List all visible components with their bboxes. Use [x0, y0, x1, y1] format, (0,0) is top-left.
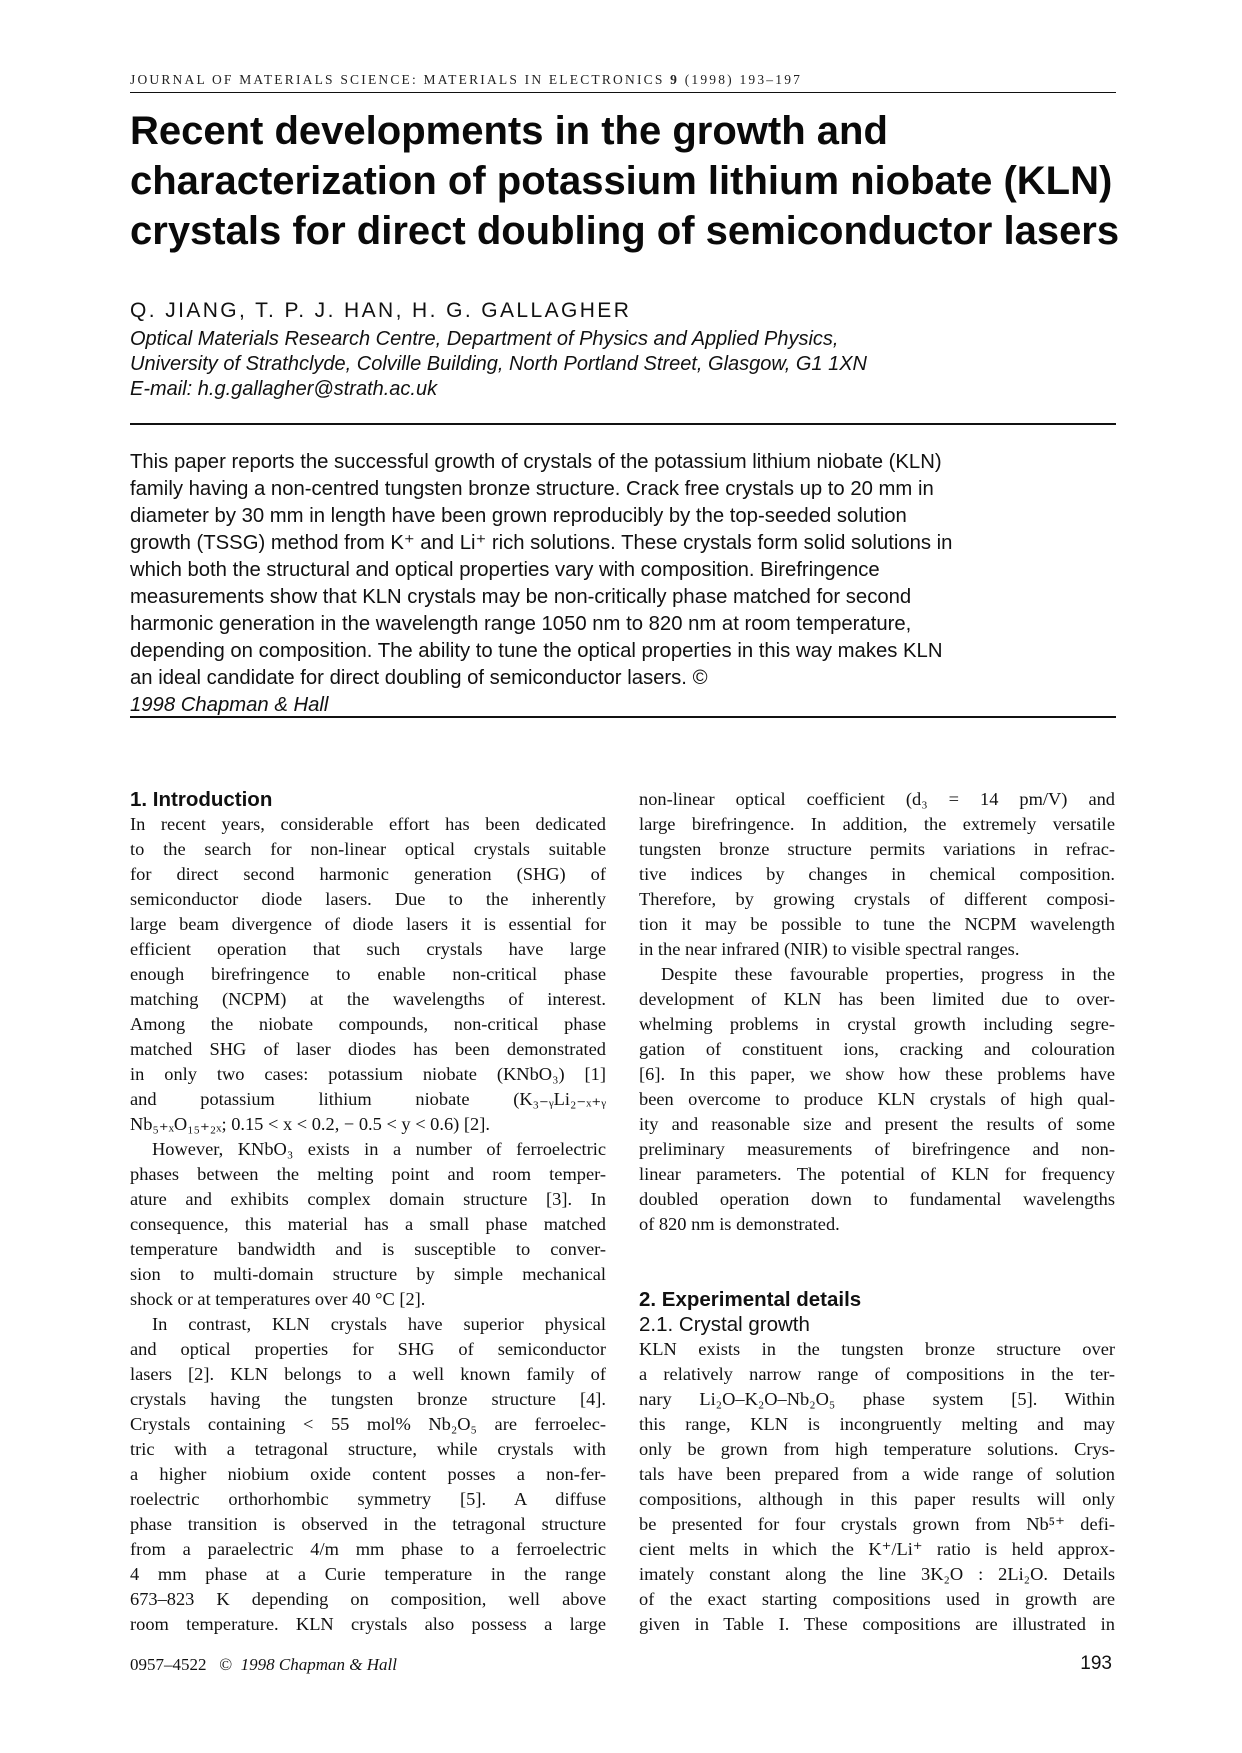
body-line: In recent years, considerable effort has been dedicated [130, 814, 606, 834]
body-line: However, KNbO₃ exists in a number of ferroelectric [152, 1139, 606, 1159]
body-line: and potassium lithium niobate (K₃₋ᵧLi₂₋ₓ₊ᵧ [130, 1089, 606, 1109]
body-line: phase transition is observed in the tetragonal structure [130, 1514, 606, 1534]
body-line: nary Li₂O–K₂O–Nb₂O₅ phase system [5]. Within [639, 1389, 1115, 1409]
body-line: roelectric orthorhombic symmetry [5]. A diffuse [130, 1489, 606, 1509]
section-gap [639, 1237, 1115, 1287]
body-line: in the near infrared (NIR) to visible spectral ranges. [639, 939, 1020, 959]
body-line: imately constant along the line 3K₂O : 2Li₂O. Details [639, 1564, 1115, 1584]
affiliation-line: Optical Materials Research Centre, Department of Physics and Applied Physics, [130, 328, 839, 350]
abstract-line [130, 665, 1120, 719]
body-line: doubled operation down to fundamental wavelengths [639, 1189, 1115, 1209]
abstract-line: harmonic generation in the wavelength range 1050 nm to 820 nm at room temperature, [130, 613, 912, 635]
body-line: Nb₅₊ₓO₁₅₊₂ₓ; 0.15 < x < 0.2, − 0.5 < y < 0.6) [2]. [130, 1114, 490, 1134]
subsection-heading: 2.1. Crystal growth [639, 1313, 810, 1336]
body-line: Therefore, by growing crystals of different composi- [639, 889, 1115, 909]
body-line: for direct second harmonic generation (SHG) of [130, 864, 606, 884]
body-line: compositions, although in this paper results will only [639, 1489, 1115, 1509]
journal-year-pages: (1998) 193–197 [684, 72, 803, 87]
journal-volume: 9 [670, 72, 680, 87]
body-line: and optical properties for SHG of semiconductor [130, 1339, 606, 1359]
abstract-bottom-rule [130, 716, 1116, 718]
body-line: tive indices by changes in chemical composition. [639, 864, 1115, 884]
body-line: KLN exists in the tungsten bronze structure over [639, 1339, 1115, 1359]
section-heading: 2. Experimental details [639, 1288, 862, 1311]
header-rule [130, 92, 1116, 93]
left-column [130, 787, 606, 1637]
body-line: phases between the melting point and room temper- [130, 1164, 606, 1184]
page-number: 193 [1080, 1653, 1112, 1674]
paper-title [130, 106, 1120, 256]
body-line: a higher niobium oxide content posses a non-fer- [130, 1464, 606, 1484]
body-line: a relatively narrow range of compositions in the ter- [639, 1364, 1115, 1384]
abstract-copyright: 1998 Chapman & Hall [130, 694, 329, 716]
body-line: In contrast, KLN crystals have superior physical [152, 1314, 606, 1334]
body-line: shock or at temperatures over 40 °C [2]. [130, 1289, 426, 1309]
abstract [130, 449, 1120, 719]
body-line: ity and reasonable size and present the results of some [639, 1114, 1115, 1134]
title-line: characterization of potassium lithium niobate (KLN) [130, 159, 1113, 203]
publisher: 1998 Chapman & Hall [240, 1655, 397, 1674]
abstract-line: family having a non-centred tungsten bronze structure. Crack free crystals up to 20 mm in [130, 478, 934, 500]
body-line: large beam divergence of diode lasers it is essential for [130, 914, 606, 934]
abstract-line: diameter by 30 mm in length have been grown reproducibly by the top-seeded solution [130, 505, 907, 527]
body-line: given in Table I. These compositions are illustrated in [639, 1614, 1115, 1634]
affiliation [130, 327, 1120, 402]
body-line: preliminary measurements of birefringence and non- [639, 1139, 1115, 1159]
body-line: linear parameters. The potential of KLN for frequency [639, 1164, 1115, 1184]
body-line: in only two cases: potassium niobate (KNbO₃) [1] [130, 1064, 606, 1084]
body-line: consequence, this material has a small phase matched [130, 1214, 606, 1234]
body-line: room temperature. KLN crystals also possess a large [130, 1614, 606, 1634]
issn: 0957–4522 [130, 1655, 207, 1674]
body-line: whelming problems in crystal growth including segre- [639, 1014, 1115, 1034]
right-column [639, 787, 1115, 1637]
body-line: from a paraelectric 4/m mm phase to a ferroelectric [130, 1539, 606, 1559]
body-line: been overcome to produce KLN crystals of high qual- [639, 1089, 1115, 1109]
affiliation-line: University of Strathclyde, Colville Building, North Portland Street, Glasgow, G1 1XN [130, 353, 867, 375]
body-line: temperature bandwidth and is susceptible to conver- [130, 1239, 606, 1259]
body-line: tungsten bronze structure permits variations in refrac- [639, 839, 1115, 859]
body-line: 4 mm phase at a Curie temperature in the range [130, 1564, 606, 1584]
body-line: sion to multi-domain structure by simple mechanical [130, 1264, 606, 1284]
email-line: E-mail: h.g.gallagher@strath.ac.uk [130, 378, 438, 400]
body-line: to the search for non-linear optical crystals suitable [130, 839, 606, 859]
body-line: ature and exhibits complex domain structure [3]. In [130, 1189, 606, 1209]
abstract-line: which both the structural and optical properties vary with composition. Birefringence [130, 559, 880, 581]
body-line: [6]. In this paper, we show how these problems have [639, 1064, 1115, 1084]
body-line: matching (NCPM) at the wavelengths of interest. [130, 989, 606, 1009]
body-line: Crystals containing < 55 mol% Nb₂O₅ are ferroelec- [130, 1414, 606, 1434]
body-line: tals have been prepared from a wide range of solution [639, 1464, 1115, 1484]
body-line: be presented for four crystals grown from Nb⁵⁺ defi- [639, 1514, 1115, 1534]
body-line: this range, KLN is incongruently melting and may [639, 1414, 1115, 1434]
title-line: crystals for direct doubling of semiconductor lasers [130, 209, 1120, 253]
body-line: development of KLN has been limited due to over- [639, 989, 1115, 1009]
body-line: only be grown from high temperature solutions. Crys- [639, 1439, 1115, 1459]
copyright-symbol: © [219, 1655, 233, 1674]
body-line: of the exact starting compositions used in growth are [639, 1589, 1115, 1609]
body-line: Among the niobate compounds, non-critical phase [130, 1014, 606, 1034]
abstract-line: measurements show that KLN crystals may be non-critically phase matched for second [130, 586, 912, 608]
abstract-line-text: an ideal candidate for direct doubling of semiconductor lasers. © [130, 667, 708, 689]
body-line: semiconductor diode lasers. Due to the inherently [130, 889, 606, 909]
title-line: Recent developments in the growth and [130, 109, 888, 153]
body-line: of 820 nm is demonstrated. [639, 1214, 840, 1234]
body-line: large birefringence. In addition, the extremely versatile [639, 814, 1115, 834]
author-list: Q. JIANG, T. P. J. HAN, H. G. GALLAGHER [130, 299, 632, 322]
body-line: matched SHG of laser diodes has been demonstrated [130, 1039, 606, 1059]
body-line: Despite these favourable properties, progress in the [661, 964, 1115, 984]
journal-name: JOURNAL OF MATERIALS SCIENCE: MATERIALS IN ELECTRONICS [130, 72, 665, 87]
body-line: enough birefringence to enable non-critical phase [130, 964, 606, 984]
journal-running-header [130, 72, 1116, 88]
body-line: tric with a tetragonal structure, while crystals with [130, 1439, 606, 1459]
section-heading: 1. Introduction [130, 788, 273, 811]
body-line: efficient operation that such crystals have large [130, 939, 606, 959]
body-line: lasers [2]. KLN belongs to a well known family of [130, 1364, 606, 1384]
body-line: 673–823 K depending on composition, well above [130, 1589, 606, 1609]
footer-issn-copyright [130, 1655, 397, 1675]
body-line: tion it may be possible to tune the NCPM wavelength [639, 914, 1115, 934]
body-line: cient melts in which the K⁺/Li⁺ ratio is held approx- [639, 1539, 1115, 1559]
abstract-line: This paper reports the successful growth of crystals of the potassium lithium niobate (KLN) [130, 451, 942, 473]
abstract-line: growth (TSSG) method from K⁺ and Li⁺ rich solutions. These crystals form solid solutions in [130, 532, 953, 554]
body-line: gation of constituent ions, cracking and colouration [639, 1039, 1115, 1059]
body-line: crystals having the tungsten bronze structure [4]. [130, 1389, 606, 1409]
abstract-line: depending on composition. The ability to tune the optical properties in this way makes KLN [130, 640, 943, 662]
abstract-top-rule [130, 423, 1116, 425]
body-line: non-linear optical coefficient (d₃ = 14 pm/V) and [639, 789, 1115, 809]
